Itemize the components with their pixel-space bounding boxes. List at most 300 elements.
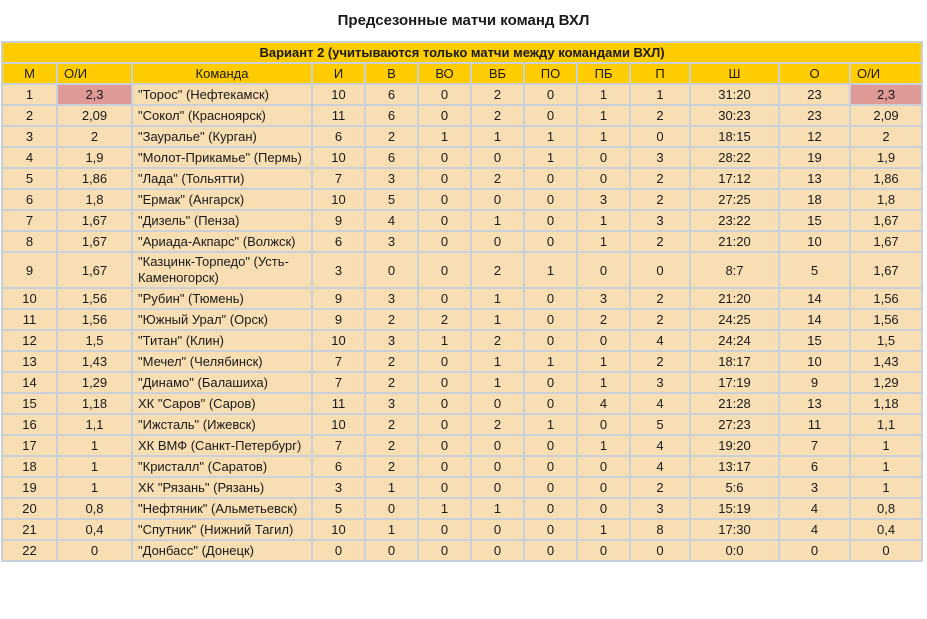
cell-stat: 2 [471,330,524,351]
cell-stat: 24:25 [690,309,779,330]
cell-place: 6 [2,189,57,210]
cell-stat: 0 [524,519,577,540]
table-row [2,252,922,288]
cell-stat: 23 [779,105,850,126]
cell-points-per-game-left: 2 [57,126,132,147]
cell-stat: 0 [524,210,577,231]
cell-stat: 27:23 [690,414,779,435]
cell-stat: 2 [365,126,418,147]
cell-stat: 0 [471,147,524,168]
cell-stat: 6 [312,456,365,477]
cell-stat: 0 [418,351,471,372]
cell-stat: 2 [630,168,690,189]
cell-stat: 2 [630,231,690,252]
cell-stat: 3 [365,231,418,252]
cell-points-per-game-right: 1,67 [850,210,922,231]
cell-stat: 14 [779,288,850,309]
cell-stat: 0 [577,330,630,351]
cell-stat: 8 [630,519,690,540]
cell-stat: 0 [524,456,577,477]
cell-stat: 7 [312,351,365,372]
cell-stat: 5:6 [690,477,779,498]
cell-stat: 1 [418,330,471,351]
cell-stat: 0 [471,393,524,414]
standings-body [2,84,922,561]
cell-stat: 2 [471,168,524,189]
cell-stat: 5 [630,414,690,435]
column-header-11: О [779,63,850,84]
cell-stat: 19:20 [690,435,779,456]
cell-stat: 3 [365,288,418,309]
cell-points-per-game-right: 1,56 [850,309,922,330]
cell-stat: 7 [312,372,365,393]
cell-team: "Зауралье" (Курган) [132,126,312,147]
cell-stat: 0 [524,435,577,456]
cell-stat: 15:19 [690,498,779,519]
cell-stat: 0 [524,309,577,330]
cell-points-per-game-left: 1,5 [57,330,132,351]
cell-stat: 0 [577,252,630,288]
cell-stat: 21:28 [690,393,779,414]
cell-points-per-game-left: 1,8 [57,189,132,210]
cell-stat: 0 [471,435,524,456]
cell-team: "Казцинк-Торпедо" (Усть-Каменогорск) [132,252,312,288]
cell-stat: 1 [418,126,471,147]
cell-team: "Ермак" (Ангарск) [132,189,312,210]
cell-points-per-game-right: 1 [850,456,922,477]
cell-team: ХК "Саров" (Саров) [132,393,312,414]
cell-place: 2 [2,105,57,126]
cell-points-per-game-right: 0,4 [850,519,922,540]
cell-stat: 24:24 [690,330,779,351]
column-header-5: ВО [418,63,471,84]
cell-stat: 2 [365,372,418,393]
cell-team: "Мечел" (Челябинск) [132,351,312,372]
cell-stat: 9 [312,309,365,330]
table-row [2,351,922,372]
cell-stat: 18:17 [690,351,779,372]
cell-stat: 0 [524,168,577,189]
cell-points-per-game-left: 0,4 [57,519,132,540]
cell-points-per-game-right: 2,3 [850,84,922,105]
column-header-2: Команда [132,63,312,84]
cell-place: 5 [2,168,57,189]
table-row [2,231,922,252]
cell-place: 21 [2,519,57,540]
cell-stat: 1 [577,84,630,105]
cell-stat: 17:19 [690,372,779,393]
cell-points-per-game-left: 2,09 [57,105,132,126]
column-header-12: О/И [850,63,922,84]
column-header-10: Ш [690,63,779,84]
cell-points-per-game-right: 1 [850,435,922,456]
cell-stat: 0 [524,288,577,309]
table-row [2,393,922,414]
cell-stat: 3 [630,372,690,393]
cell-stat: 17:30 [690,519,779,540]
cell-stat: 1 [471,210,524,231]
cell-stat: 15 [779,210,850,231]
cell-stat: 2 [365,414,418,435]
cell-stat: 0 [471,189,524,210]
cell-stat: 0 [779,540,850,561]
cell-stat: 0 [524,540,577,561]
cell-stat: 10 [312,189,365,210]
cell-stat: 2 [365,351,418,372]
cell-points-per-game-right: 1,67 [850,252,922,288]
cell-stat: 0 [471,477,524,498]
cell-team: "Донбасс" (Донецк) [132,540,312,561]
table-row [2,456,922,477]
cell-points-per-game-right: 1,9 [850,147,922,168]
cell-stat: 11 [779,414,850,435]
cell-place: 19 [2,477,57,498]
column-header-7: ПО [524,63,577,84]
column-header-9: П [630,63,690,84]
table-row [2,414,922,435]
subtitle-row [2,42,922,63]
cell-stat: 0 [365,498,418,519]
cell-stat: 1 [471,288,524,309]
cell-stat: 4 [779,519,850,540]
table-row [2,147,922,168]
cell-stat: 28:22 [690,147,779,168]
cell-stat: 1 [577,210,630,231]
cell-stat: 0 [524,477,577,498]
cell-stat: 3 [779,477,850,498]
cell-points-per-game-left: 2,3 [57,84,132,105]
cell-stat: 3 [630,147,690,168]
cell-stat: 0 [577,414,630,435]
cell-stat: 23:22 [690,210,779,231]
table-row [2,189,922,210]
cell-place: 9 [2,252,57,288]
cell-stat: 3 [312,477,365,498]
cell-place: 18 [2,456,57,477]
cell-stat: 1 [471,309,524,330]
cell-stat: 2 [418,309,471,330]
cell-stat: 1 [524,147,577,168]
cell-stat: 9 [312,210,365,231]
cell-place: 7 [2,210,57,231]
cell-stat: 11 [312,393,365,414]
cell-points-per-game-left: 1,1 [57,414,132,435]
cell-stat: 4 [630,393,690,414]
cell-stat: 1 [577,372,630,393]
cell-stat: 13 [779,168,850,189]
cell-stat: 2 [630,105,690,126]
cell-points-per-game-left: 1,43 [57,351,132,372]
cell-team: "Молот-Прикамье" (Пермь) [132,147,312,168]
column-header-8: ПБ [577,63,630,84]
cell-stat: 0 [577,168,630,189]
cell-stat: 6 [779,456,850,477]
cell-points-per-game-right: 0 [850,540,922,561]
cell-stat: 2 [630,189,690,210]
cell-points-per-game-left: 1,67 [57,252,132,288]
cell-points-per-game-right: 1,67 [850,231,922,252]
cell-points-per-game-left: 1 [57,456,132,477]
cell-team: "Ижсталь" (Ижевск) [132,414,312,435]
column-header-4: В [365,63,418,84]
cell-stat: 10 [779,351,850,372]
cell-place: 10 [2,288,57,309]
cell-stat: 2 [630,309,690,330]
cell-stat: 1 [524,126,577,147]
table-row [2,168,922,189]
cell-stat: 0 [524,372,577,393]
cell-place: 22 [2,540,57,561]
table-row [2,105,922,126]
cell-stat: 3 [365,330,418,351]
cell-stat: 1 [577,231,630,252]
cell-stat: 7 [779,435,850,456]
cell-stat: 1 [524,414,577,435]
cell-team: ХК "Рязань" (Рязань) [132,477,312,498]
cell-stat: 9 [779,372,850,393]
cell-stat: 6 [312,231,365,252]
table-row [2,498,922,519]
cell-stat: 0 [418,210,471,231]
table-row [2,210,922,231]
column-header-row [2,63,922,84]
cell-stat: 10 [312,147,365,168]
cell-stat: 4 [630,435,690,456]
cell-stat: 0 [577,498,630,519]
cell-stat: 1 [471,126,524,147]
cell-stat: 5 [312,498,365,519]
cell-stat: 0 [418,231,471,252]
table-row [2,372,922,393]
cell-team: "Ариада-Акпарс" (Волжск) [132,231,312,252]
cell-points-per-game-right: 1 [850,477,922,498]
cell-stat: 13:17 [690,456,779,477]
cell-stat: 12 [779,126,850,147]
cell-stat: 0 [524,84,577,105]
cell-stat: 1 [577,435,630,456]
cell-stat: 0 [524,189,577,210]
table-row [2,288,922,309]
cell-place: 11 [2,309,57,330]
cell-stat: 5 [779,252,850,288]
cell-points-per-game-right: 2,09 [850,105,922,126]
cell-stat: 3 [630,498,690,519]
cell-stat: 3 [312,252,365,288]
cell-stat: 11 [312,105,365,126]
cell-team: "Нефтяник" (Альметьевск) [132,498,312,519]
table-row [2,126,922,147]
cell-stat: 1 [577,351,630,372]
cell-stat: 0 [471,540,524,561]
cell-place: 17 [2,435,57,456]
cell-stat: 0 [524,105,577,126]
table-row [2,330,922,351]
cell-stat: 2 [471,252,524,288]
cell-points-per-game-right: 1,5 [850,330,922,351]
cell-stat: 10 [312,414,365,435]
cell-points-per-game-right: 1,43 [850,351,922,372]
cell-points-per-game-left: 1,56 [57,309,132,330]
cell-place: 4 [2,147,57,168]
cell-stat: 0 [418,288,471,309]
cell-stat: 0 [365,252,418,288]
cell-place: 1 [2,84,57,105]
cell-stat: 4 [630,330,690,351]
cell-stat: 1 [471,351,524,372]
cell-stat: 3 [577,189,630,210]
cell-points-per-game-left: 1,56 [57,288,132,309]
cell-stat: 2 [471,105,524,126]
cell-stat: 0 [524,393,577,414]
cell-stat: 17:12 [690,168,779,189]
cell-points-per-game-left: 1,67 [57,231,132,252]
cell-stat: 6 [312,126,365,147]
cell-stat: 1 [365,519,418,540]
cell-stat: 10 [312,330,365,351]
cell-stat: 2 [577,309,630,330]
cell-stat: 4 [365,210,418,231]
cell-stat: 2 [630,351,690,372]
cell-points-per-game-right: 1,18 [850,393,922,414]
cell-stat: 0 [418,105,471,126]
cell-team: "Дизель" (Пенза) [132,210,312,231]
table-row [2,435,922,456]
cell-stat: 7 [312,168,365,189]
cell-stat: 30:23 [690,105,779,126]
cell-stat: 23 [779,84,850,105]
cell-stat: 2 [471,84,524,105]
cell-team: "Спутник" (Нижний Тагил) [132,519,312,540]
cell-stat: 0 [630,540,690,561]
cell-stat: 0 [471,519,524,540]
cell-stat: 10 [312,84,365,105]
cell-place: 15 [2,393,57,414]
cell-points-per-game-right: 1,86 [850,168,922,189]
cell-points-per-game-left: 0,8 [57,498,132,519]
cell-team: "Сокол" (Красноярск) [132,105,312,126]
cell-stat: 0 [577,540,630,561]
cell-stat: 1 [418,498,471,519]
cell-stat: 27:25 [690,189,779,210]
cell-stat: 13 [779,393,850,414]
cell-stat: 3 [365,393,418,414]
cell-stat: 6 [365,84,418,105]
cell-stat: 21:20 [690,231,779,252]
cell-place: 12 [2,330,57,351]
cell-points-per-game-left: 1,29 [57,372,132,393]
cell-stat: 0 [418,189,471,210]
cell-stat: 1 [577,126,630,147]
cell-stat: 0 [312,540,365,561]
cell-points-per-game-right: 1,1 [850,414,922,435]
cell-stat: 10 [779,231,850,252]
table-row [2,477,922,498]
cell-stat: 21:20 [690,288,779,309]
cell-stat: 4 [630,456,690,477]
cell-stat: 0 [524,231,577,252]
cell-stat: 3 [365,168,418,189]
cell-stat: 4 [779,498,850,519]
cell-team: "Динамо" (Балашиха) [132,372,312,393]
cell-points-per-game-right: 2 [850,126,922,147]
cell-place: 13 [2,351,57,372]
cell-points-per-game-left: 1 [57,435,132,456]
cell-stat: 0 [418,477,471,498]
cell-stat: 2 [365,309,418,330]
cell-stat: 6 [365,105,418,126]
cell-team: "Южный Урал" (Орск) [132,309,312,330]
cell-stat: 15 [779,330,850,351]
cell-stat: 3 [577,288,630,309]
cell-points-per-game-left: 1,67 [57,210,132,231]
cell-stat: 0 [418,456,471,477]
cell-stat: 0 [630,126,690,147]
cell-stat: 0 [471,231,524,252]
cell-stat: 14 [779,309,850,330]
cell-stat: 1 [365,477,418,498]
cell-stat: 1 [471,498,524,519]
cell-stat: 2 [630,477,690,498]
cell-stat: 3 [630,210,690,231]
cell-stat: 0 [577,456,630,477]
cell-stat: 4 [577,393,630,414]
cell-stat: 0 [524,498,577,519]
cell-stat: 1 [471,372,524,393]
cell-stat: 0 [418,393,471,414]
cell-points-per-game-left: 1,86 [57,168,132,189]
cell-points-per-game-left: 0 [57,540,132,561]
cell-points-per-game-right: 1,29 [850,372,922,393]
cell-stat: 0 [418,519,471,540]
cell-stat: 0 [418,414,471,435]
cell-stat: 0 [630,252,690,288]
cell-place: 14 [2,372,57,393]
column-header-3: И [312,63,365,84]
cell-stat: 1 [524,252,577,288]
cell-stat: 0 [471,456,524,477]
cell-stat: 8:7 [690,252,779,288]
cell-stat: 0 [365,540,418,561]
cell-team: "Лада" (Тольятти) [132,168,312,189]
cell-points-per-game-left: 1,18 [57,393,132,414]
cell-team: ХК ВМФ (Санкт-Петербург) [132,435,312,456]
cell-stat: 18:15 [690,126,779,147]
cell-stat: 0 [524,330,577,351]
table-row [2,84,922,105]
cell-stat: 9 [312,288,365,309]
cell-stat: 31:20 [690,84,779,105]
cell-stat: 0 [577,147,630,168]
cell-place: 3 [2,126,57,147]
cell-stat: 5 [365,189,418,210]
cell-points-per-game-left: 1 [57,477,132,498]
cell-stat: 18 [779,189,850,210]
cell-stat: 2 [365,435,418,456]
cell-team: "Титан" (Клин) [132,330,312,351]
table-subtitle: Вариант 2 (учитываются только матчи между командами ВХЛ) [2,42,922,63]
table-row [2,519,922,540]
cell-stat: 1 [577,519,630,540]
cell-team: "Торос" (Нефтекамск) [132,84,312,105]
cell-stat: 2 [630,288,690,309]
cell-place: 16 [2,414,57,435]
cell-stat: 1 [630,84,690,105]
cell-stat: 2 [471,414,524,435]
cell-stat: 0 [418,372,471,393]
cell-place: 20 [2,498,57,519]
cell-stat: 0:0 [690,540,779,561]
column-header-0: М [2,63,57,84]
